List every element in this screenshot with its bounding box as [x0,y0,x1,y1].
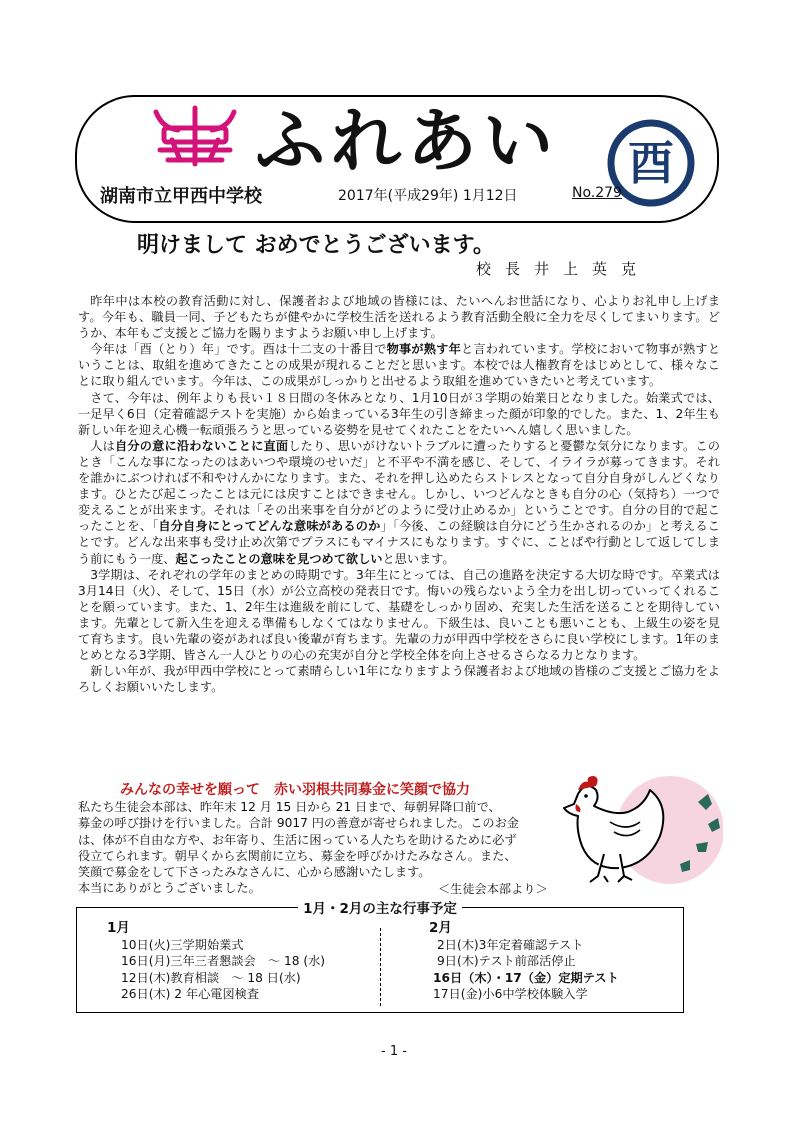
notice-line: 募金の呼び掛けを行いました。合計 9017 円の善意が寄せられました。このお金 [78,816,519,831]
article-paragraph [78,438,720,567]
paragraph-text: と思います。 [382,551,455,566]
schedule-title [77,897,683,917]
paragraph-text: さて、今年は、例年よりも長い１８日間の冬休みとなり、1月10日が３学期の始業日となりました。始業式では、一足早く6日（定着確認テストを実施）から始まっている3年生の引き締まった顔が印象的でした。また、1、2年生も新しい年を迎え心機一転頑張ろうと思っている姿勢を見せてくれたことをたいへん嬉しく思いました。 [78,390,720,437]
schedule-item: 9日(木)テスト前部活停止 [437,954,576,968]
emphasis-text: 起こったことの意味を見つめて欲しい [175,551,383,566]
schedule-item: 10日(火)三学期始業式 [121,937,244,952]
school-name: 湖南市立甲西中学校 [100,186,262,207]
newsletter-title: ふれあい [255,99,559,182]
article-paragraph [78,663,720,695]
paragraph-text: と言われています。学校において物事が熟すということは、取組を進めてきたことの成果が現れることだと思います。本校では人権教育をはじめとして、様々なことに取り組んでいます。今年は、この成果がしっかりと出せるよう取組を進めていきたいと考えています。 [78,342,721,389]
schedule-item: 26日(木) 2 年心電図検査 [121,987,260,1001]
schedule-item-exam: 16日（木）・17（金）定期テスト [433,970,619,985]
school-emblem-icon [150,104,240,168]
paragraph-text: 」「今後、この経験は自分にどう生かされるのか」と考えることです。どんな出来事も受け止め次第でプラスにもマイナスにもなります。すぐに、ことばや行動として返してしまう前にもう一度、 [78,519,720,566]
notice-line: 笑顔で募金をして下さったみなさんに、心から感謝いたします。 [78,865,431,880]
schedule-item: 16日(月)三年三者懇談会 ～ 18 (水) [121,954,326,968]
event-schedule [76,901,684,1013]
notice-line: 役立てられます。朝早くから玄関前に立ち、募金を呼びかけたみなさん。また、 [78,848,517,863]
schedule-item: 2日(木)3年定着確認テスト [437,937,584,952]
schedule-february [389,920,679,1003]
emphasis-text: 自分自身にとってどんな意味があるのか [158,519,381,534]
issue-date: 2017年(平成29年) 1月12日 [338,188,518,204]
article-paragraph [78,390,720,438]
author-line: 校長井上英克 [476,260,651,278]
fundraising-heading: みんなの幸せを願って 赤い羽根共同募金に笑顔で協力 [120,782,470,798]
month-label: 1月 [107,920,130,936]
notice-line: は、体が不自由な方や、お年寄り、生活に困っている人たちを助けるために必ず [78,832,517,847]
paragraph-text: 今年は「酉（とり）年」です。酉は十二支の十番目で [90,342,387,357]
issue-number: No.279 [572,185,622,201]
notice-line: 本当にありがとうございました。 [78,881,261,896]
month-label: 2月 [429,920,452,936]
notice-signature: ＜生徒会本部より＞ [438,882,548,896]
page-number: - 1 - [381,1044,407,1059]
emphasis-text: 物事が熟す年 [386,342,461,357]
schedule-item: 17日(金)小6中学校体験入学 [433,987,588,1001]
article-paragraph [78,293,720,341]
schedule-title-text: 1月・2月の主な行事予定 [298,901,462,917]
schedule-january [77,920,377,1003]
article-paragraph [78,567,720,664]
paragraph-text: 昨年中は本校の教育活動に対し、保護者および地域の皆様には、たいへんお世話になり、心よりお礼申し上げます。今年も、職員一同、子どもたちが健やかに学校生活を送れるよう教育活動全般に全力を尽くしてまいります。どうか、本年もご支援とご協力を賜りますようお願い申し上げます。 [78,294,720,341]
paragraph-text: したり、思いがけないトラブルに遭ったりすると憂鬱な気分になります。このとき「こんな事になったのはあいつや環境のせいだ」と不平や不満を感じ、そして、イライラが募ってきます。それを誰かにぶつければ不和やけんかになります。また、それを押し込めたらストレスとなって自分自身がしんどくなります。ひとたび起こったことは元には戻すことはできません。しかし、いつどんなときも自分の心（気持ち）一つで変えることが出来ます。それは「その出来事を自分がどのように受け止めるか」ということです。自分の目的で起こったことを、「 [78,438,720,534]
article-paragraph [78,341,720,389]
notice-line: 私たち生徒会本部は、昨年末 12 月 15 日から 21 日まで、毎朝昇降口前で、 [78,800,501,814]
rooster-illustration-icon [548,772,723,897]
paragraph-text: 新しい年が、我が甲西中学校にとって素晴らしい1年になりますよう保護者および地域の皆様のご支援とご協力をよろしくお願いいたします。 [78,664,720,695]
schedule-item: 12日(木)教育相談 ～ 18 日(水) [121,970,301,985]
greeting-heading: 明けまして おめでとうございます。 [137,233,495,258]
seal-char: 酉 [628,136,674,190]
principal-message [78,293,720,695]
paragraph-text: 3学期は、それぞれの学年のまとめの時期です。3年生にとっては、自己の進路を決定する大切な時です。卒業式は3月14日（火）、そして、15日（水）が公立高校の発表日です。悔いの残らないよう全力を出し切っていってくれることを願っています。また、1、2年生は進級を前にして、基礎をしっかり固め、充実した生活を送ることを期待しています。先輩として新入生を迎える準備もしなくてはなりません。下級生は、良いことも悪いことも、上級生の姿を見て育ちます。良い先輩の姿があれば良い後輩が育ちます。先輩の力が甲西中学校をさらに良い学校にします。1年のまとめとなる3学期、皆さん一人ひとりの心の充実が自分と学校全体を向上させるさらなる力となります。 [78,567,720,663]
paragraph-text: 人は [90,438,115,453]
emphasis-text: 自分の意に沿わないことに直面 [114,438,289,453]
column-divider [380,928,381,1006]
